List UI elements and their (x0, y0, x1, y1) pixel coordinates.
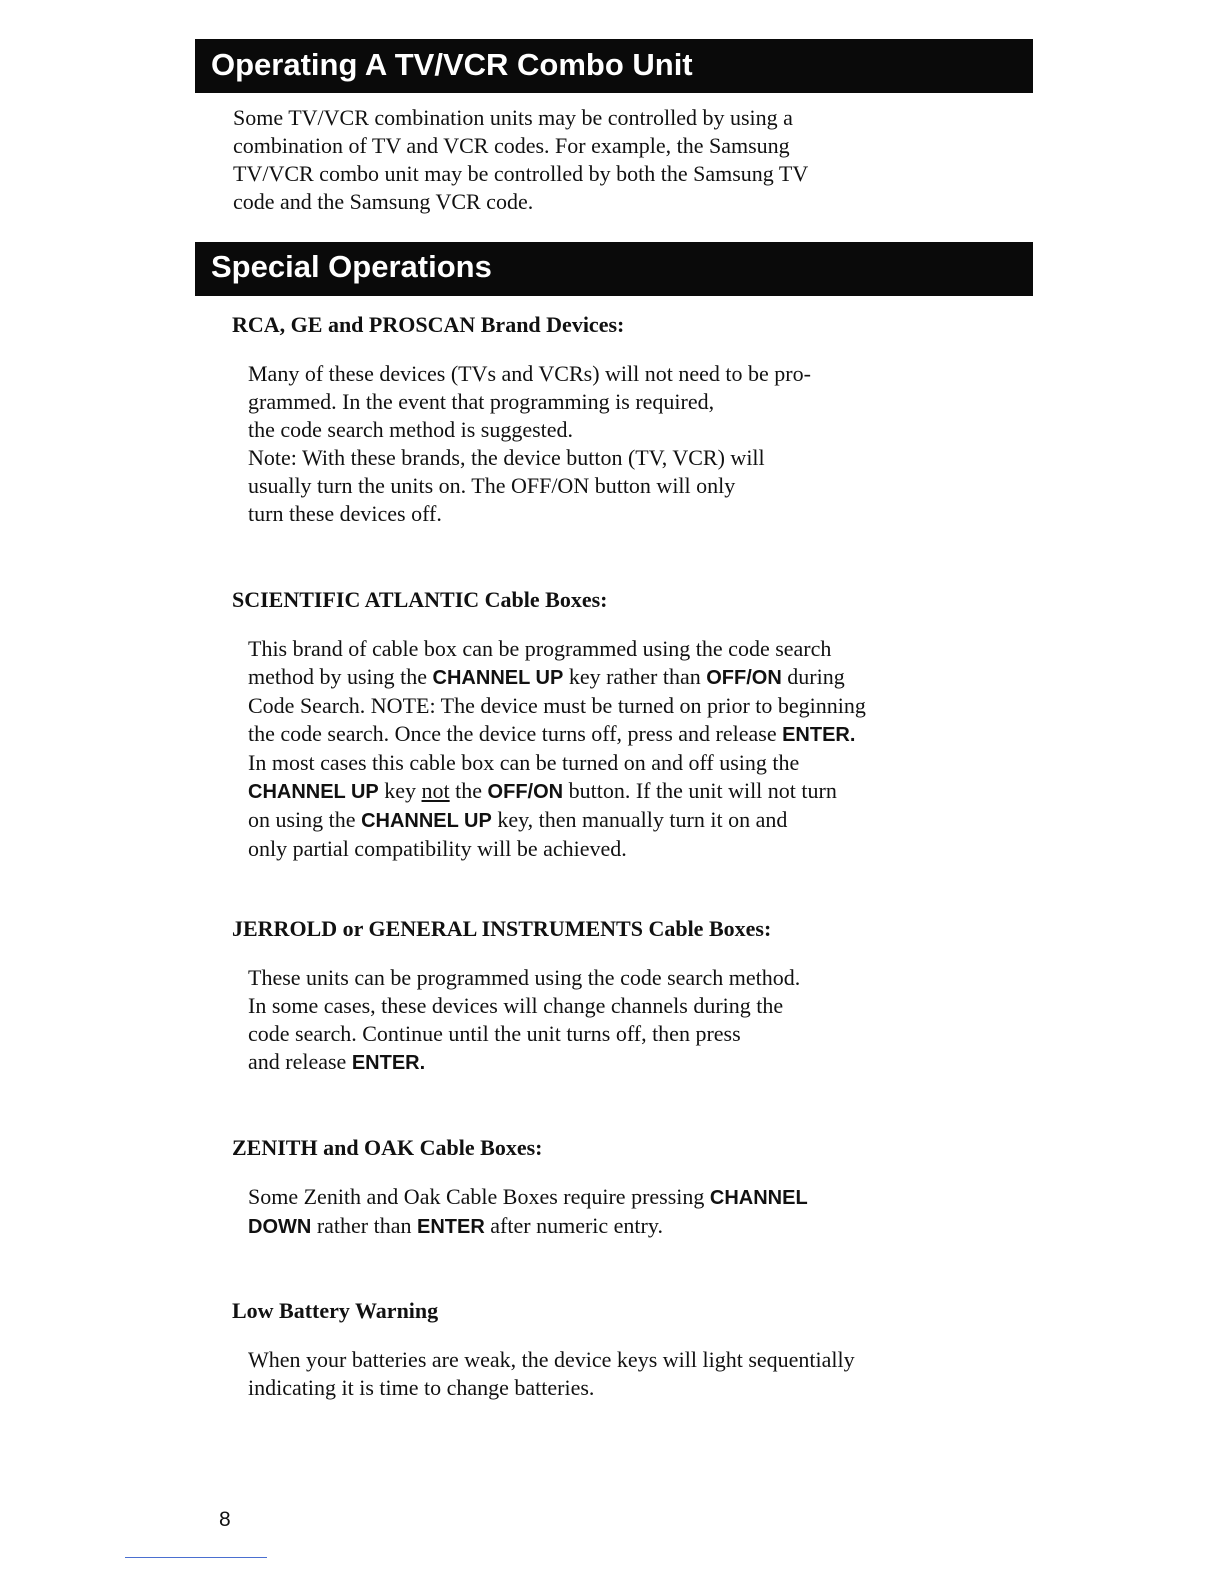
heading-jerrold-general-instruments: JERROLD or GENERAL INSTRUMENTS Cable Boxes: (232, 916, 772, 941)
text-line: These units can be programmed using the code search method. (248, 965, 801, 990)
text-line: CHANNEL UP key not the OFF/ON button. If the unit will not turn (248, 778, 837, 803)
key-channel-down: DOWN (248, 1216, 312, 1238)
section-title-special-operations: Special Operations (195, 242, 1033, 296)
text-line: combination of TV and VCR codes. For example, the Samsung (233, 133, 790, 158)
footer-rule (125, 1557, 267, 1558)
paragraph-low-battery (248, 1346, 855, 1402)
heading-rca-ge-proscan: RCA, GE and PROSCAN Brand Devices: (232, 312, 625, 337)
text-line: In most cases this cable box can be turned on and off using the (248, 750, 800, 775)
key-off-on: OFF/ON (487, 781, 564, 803)
section-title-tv-vcr-combo: Operating A TV/VCR Combo Unit (195, 39, 1033, 93)
text-line: Some Zenith and Oak Cable Boxes require pressing CHANNEL (248, 1184, 808, 1209)
text-line: This brand of cable box can be programmed using the code search (248, 636, 832, 661)
text-line: the code search. Once the device turns off, press and release ENTER. (248, 721, 856, 746)
text-line: the code search method is suggested. (248, 417, 574, 442)
key-channel-up: CHANNEL UP (248, 781, 379, 803)
text-line: grammed. In the event that programming is required, (248, 389, 715, 414)
text-line: Code Search. NOTE: The device must be turned on prior to beginning (248, 693, 866, 718)
text-line: on using the CHANNEL UP key, then manually turn it on and (248, 807, 788, 832)
paragraph-zenith (248, 1183, 808, 1241)
page-number: 8 (219, 1508, 231, 1531)
text-line: Note: With these brands, the device button (TV, VCR) will (248, 445, 765, 470)
text-line: In some cases, these devices will change channels during the (248, 993, 784, 1018)
text-line: only partial compatibility will be achieved. (248, 836, 627, 861)
paragraph-jerrold (248, 964, 800, 1077)
heading-low-battery-warning: Low Battery Warning (232, 1298, 439, 1323)
key-channel-down: CHANNEL (709, 1187, 808, 1209)
text-line: indicating it is time to change batteries. (248, 1375, 595, 1400)
key-enter: ENTER. (782, 724, 856, 746)
key-off-on: OFF/ON (706, 667, 782, 689)
paragraph-scientific-atlantic (248, 635, 866, 863)
paragraph-rca (248, 360, 811, 528)
key-channel-up: CHANNEL UP (361, 810, 492, 832)
intro-paragraph (233, 104, 808, 216)
key-enter: ENTER (417, 1216, 485, 1238)
text-line: Many of these devices (TVs and VCRs) will not need to be pro- (248, 361, 811, 386)
key-channel-up: CHANNEL UP (432, 667, 564, 689)
text-line: code search. Continue until the unit turns off, then press (248, 1021, 741, 1046)
text-line: code and the Samsung VCR code. (233, 189, 534, 214)
text-line: TV/VCR combo unit may be controlled by both the Samsung TV (233, 161, 809, 186)
key-enter: ENTER. (351, 1052, 426, 1074)
heading-scientific-atlantic: SCIENTIFIC ATLANTIC Cable Boxes: (232, 587, 608, 612)
text-line: turn these devices off. (248, 501, 442, 526)
text-line: Some TV/VCR combination units may be controlled by using a (233, 105, 793, 130)
text-line: usually turn the units on. The OFF/ON button will only (248, 473, 736, 498)
text-line: and release ENTER. (248, 1049, 426, 1074)
text-line: When your batteries are weak, the device keys will light sequentially (248, 1347, 855, 1372)
text-line: method by using the CHANNEL UP key rather than OFF/ON during (248, 664, 845, 689)
emphasis-not: not (421, 778, 450, 803)
heading-zenith-oak: ZENITH and OAK Cable Boxes: (232, 1135, 543, 1160)
text-line: DOWN rather than ENTER after numeric entry. (248, 1213, 663, 1238)
